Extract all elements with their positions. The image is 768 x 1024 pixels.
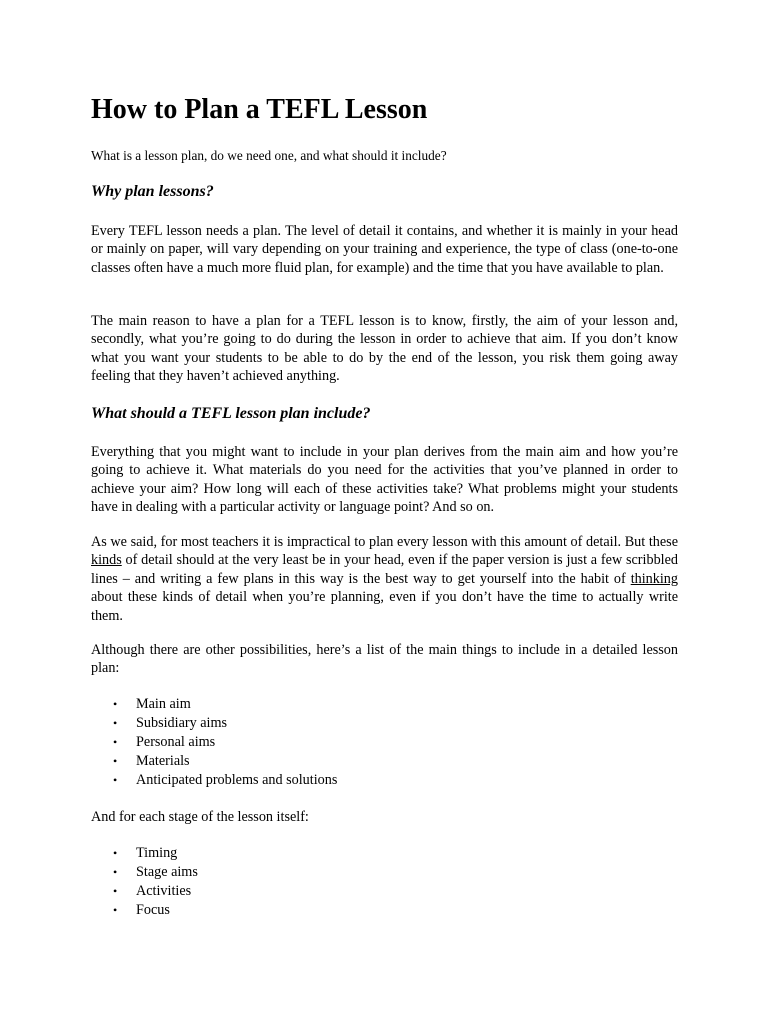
- lesson-plan-items-list: [91, 695, 337, 790]
- list-item-label: Anticipated problems and solutions: [136, 772, 338, 788]
- list-item: [91, 901, 198, 920]
- list-item: [91, 752, 337, 771]
- list-item-label: Main aim: [136, 696, 191, 712]
- paragraph-what-include-3: Although there are other possibilities, here’s a list of the main things to include in a detailed lesson plan:: [91, 642, 678, 677]
- paragraph-text: about these kinds of detail when you’re planning, even if you don’t have the time to actually write them.: [91, 589, 678, 624]
- bullet-icon: •: [113, 773, 118, 787]
- bullet-icon: •: [113, 697, 118, 711]
- list-item: [91, 863, 198, 882]
- paragraph-what-include-2: [91, 533, 678, 625]
- bullet-icon: •: [113, 865, 118, 879]
- list-item-label: Stage aims: [136, 864, 198, 880]
- list-item-label: Activities: [136, 883, 192, 899]
- bullet-icon: •: [113, 846, 118, 860]
- list-item: [91, 771, 337, 790]
- underlined-word-thinking: thinking: [630, 570, 678, 587]
- list-item-label: Personal aims: [136, 734, 216, 750]
- paragraph-what-include-1: Everything that you might want to include in your plan derives from the main aim and how you’re going to achieve it. What materials do you need for the activities that you’ve planned in order to achieve your aim? How long will each of these activities take? What problems might your students have in dealing with a particular activity or language point? And so on.: [91, 444, 678, 516]
- bullet-icon: •: [113, 754, 118, 768]
- lesson-stage-items-list: [91, 844, 198, 920]
- list-item: [91, 733, 337, 752]
- list-item: [91, 882, 198, 901]
- section-heading-why-plan: Why plan lessons?: [91, 183, 214, 200]
- list-item: [91, 695, 337, 714]
- list-item-label: Subsidiary aims: [136, 715, 228, 731]
- paragraph-text: As we said, for most teachers it is impractical to plan every lesson with this amount of detail. But these: [91, 534, 678, 550]
- paragraph-why-plan-2: The main reason to have a plan for a TEFL lesson is to know, firstly, the aim of your lesson and, secondly, what you’re going to do during the lesson in order to achieve that aim. If you don’t know what you want your students to be able to do by the end of the lesson, you risk them going away feeling that they haven’t achieved anything.: [91, 313, 678, 385]
- underlined-word-kinds: kinds: [91, 552, 122, 569]
- bullet-icon: •: [113, 716, 118, 730]
- paragraph-text: of detail should at the very least be in your head, even if the paper version is just a few scribbled lines – and writing a few plans in this way is the best way to get yourself into the habit of: [91, 552, 678, 587]
- list-item: [91, 844, 198, 863]
- list-item-label: Timing: [136, 845, 178, 861]
- list-item-label: Materials: [136, 753, 190, 769]
- page-title: How to Plan a TEFL Lesson: [91, 94, 428, 125]
- list-item-label: Focus: [136, 902, 170, 918]
- paragraph-why-plan-1: Every TEFL lesson needs a plan. The level of detail it contains, and whether it is mainly in your head or mainly on paper, will vary depending on your training and experience, the type of class (one-to-one classes often have a much more fluid plan, for example) and the time that you have available to plan.: [91, 223, 678, 276]
- section-heading-what-include: What should a TEFL lesson plan include?: [91, 405, 371, 422]
- bullet-icon: •: [113, 903, 118, 917]
- bullet-icon: •: [113, 735, 118, 749]
- page-subtitle: What is a lesson plan, do we need one, and what should it include?: [91, 148, 447, 163]
- paragraph-each-stage: And for each stage of the lesson itself:: [91, 809, 309, 825]
- bullet-icon: •: [113, 884, 118, 898]
- list-item: [91, 714, 337, 733]
